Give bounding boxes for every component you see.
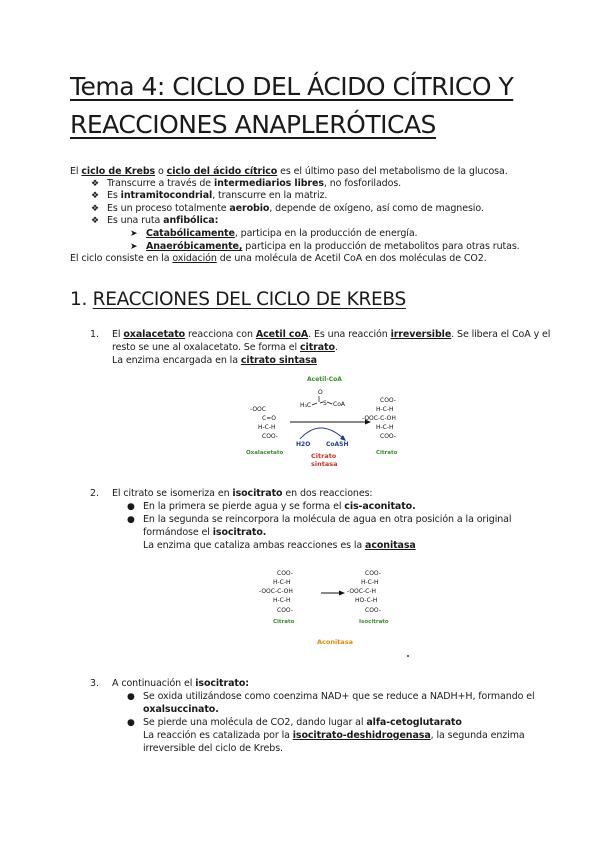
intro-subbullet-1: ➤ Catabólicamente, participa en la producción de energía.	[130, 228, 418, 239]
dot-bullet-icon: ●	[127, 692, 135, 702]
acetyl-coa-label: Acetil-CoA	[307, 376, 342, 383]
citrate-synthase-label-1: Citrato	[311, 452, 337, 460]
coash-label: CoASH	[326, 441, 349, 448]
citrate2-row-2: -OOC-C-OH	[259, 588, 293, 595]
item3-line1: 3. A continuación el isocitrato:	[90, 678, 249, 689]
oxal-row-2: H-C-H	[258, 424, 276, 431]
citrate2-row-1: H-C-H	[273, 579, 291, 586]
diamond-bullet-icon: ❖	[91, 216, 99, 226]
item3-bullet-1: ● Se oxida utilizándose como coenzima NAD+ que se reduce a NADH+H, formando el	[127, 691, 535, 702]
methyl-group: H₃C	[300, 402, 312, 409]
citrate2-label: Citrato	[273, 619, 295, 625]
intro-bullet-4: ❖ Es una ruta anfibólica:	[91, 215, 219, 226]
item1-line3: La enzima encargada en la citrato sintasa	[112, 355, 317, 366]
citrate-label: Citrato	[376, 450, 398, 456]
diamond-bullet-icon: ❖	[91, 204, 99, 214]
citrate-row-4: COO-	[380, 433, 396, 440]
item2-bullet-2-line2: formándose el isocitrato.	[143, 527, 267, 538]
diamond-bullet-icon: ❖	[91, 179, 99, 189]
aconitase-reaction-figure	[255, 566, 415, 650]
dot-bullet-icon: ●	[127, 502, 135, 512]
isocitrate-row-3: HO-C-H	[355, 597, 378, 604]
isocitrate-label: Isocitrato	[359, 619, 389, 625]
citrate-synthase-reaction-figure	[240, 372, 420, 472]
citrate2-row-4: COO-	[277, 607, 293, 614]
item3-bullet-2-line2: La reacción es catalizada por la isocitrato-deshidrogenasa, la segunda enzima	[143, 730, 525, 741]
dot-bullet-icon: ●	[127, 718, 135, 728]
intro-paragraph-1: El ciclo de Krebs o ciclo del ácido cítrico es el último paso del metabolismo de la glucosa.	[70, 166, 508, 177]
isocitrate-row-1: H-C-H	[361, 579, 379, 586]
oxal-row-1: C=O	[262, 415, 276, 422]
diamond-bullet-icon: ❖	[91, 191, 99, 201]
sulfur-atom: S	[323, 400, 327, 407]
citrate-synthase-label-2: sintasa	[311, 460, 338, 468]
item2-bullet-1: ● En la primera se pierde agua y se forma el cis-aconitato.	[127, 501, 416, 512]
oxal-row-3: COO-	[262, 433, 278, 440]
item1-line2: resto se une al oxalacetato. Se forma el citrato.	[112, 342, 338, 353]
oxal-row-0: -OOC	[250, 406, 266, 413]
intro-paragraph-2: El ciclo consiste en la oxidación de una molécula de Acetil CoA en dos moléculas de CO2.	[70, 253, 487, 264]
item3-bullet-1-line2: oxalsuccinato.	[143, 704, 219, 715]
citrate2-row-0: COO-	[277, 570, 293, 577]
intro-bullet-1: ❖ Transcurre a través de intermediarios libres, no fosforilados.	[91, 178, 402, 189]
dot-bullet-icon: ●	[127, 515, 135, 525]
arrow-bullet-icon: ➤	[130, 229, 138, 239]
intro-bullet-3: ❖ Es un proceso totalmente aerobio, depende de oxígeno, así como de magnesio.	[91, 203, 484, 214]
item3-bullet-2-line3: irreversible del ciclo de Krebs.	[143, 743, 283, 754]
aconitase-label: Aconitasa	[317, 638, 353, 646]
isocitrate-row-4: COO-	[365, 607, 381, 614]
citrate-row-0: COO-	[380, 397, 396, 404]
item2-bullet-2-line3: La enzima que cataliza ambas reacciones es la aconitasa	[143, 540, 416, 551]
coa-group: CoA	[333, 401, 345, 408]
oxygen-atom: O	[318, 389, 323, 396]
isocitrate-row-2: -OOC-C-H	[347, 588, 376, 595]
citrate2-row-3: H-C-H	[273, 597, 291, 604]
stray-dot	[407, 655, 409, 657]
item1-line1: 1. El oxalacetato reacciona con Acetil coA. Es una reacción irreversible. Se libera el CoA y el	[90, 329, 551, 340]
isocitrate-row-0: COO-	[365, 570, 381, 577]
citrate-row-2: -OOC-C-OH	[362, 415, 396, 422]
arrow-bullet-icon: ➤	[130, 242, 138, 252]
intro-subbullet-2: ➤ Anaeróbicamente, participa en la producción de metabolitos para otras rutas.	[130, 241, 520, 252]
section-heading: 1. REACCIONES DEL CICLO DE KREBS	[70, 289, 406, 310]
page-title-line2: REACCIONES ANAPLERÓTICAS	[70, 110, 436, 139]
water-label: H2O	[296, 441, 311, 448]
page-title-line1: Tema 4: CICLO DEL ÁCIDO CÍTRICO Y	[70, 72, 514, 101]
item2-line1: 2. El citrato se isomeriza en isocitrato en dos reacciones:	[90, 488, 373, 499]
citrate-row-1: H-C-H	[376, 406, 394, 413]
item2-bullet-2: ● En la segunda se reincorpora la molécula de agua en otra posición a la original	[127, 514, 512, 525]
oxalacetate-label: Oxalacetato	[246, 450, 284, 456]
citrate-row-3: H-C-H	[376, 424, 394, 431]
item3-bullet-2: ● Se pierde una molécula de CO2, dando lugar al alfa-cetoglutarato	[127, 717, 462, 728]
intro-bullet-2: ❖ Es intramitocondrial, transcurre en la matriz.	[91, 190, 328, 201]
